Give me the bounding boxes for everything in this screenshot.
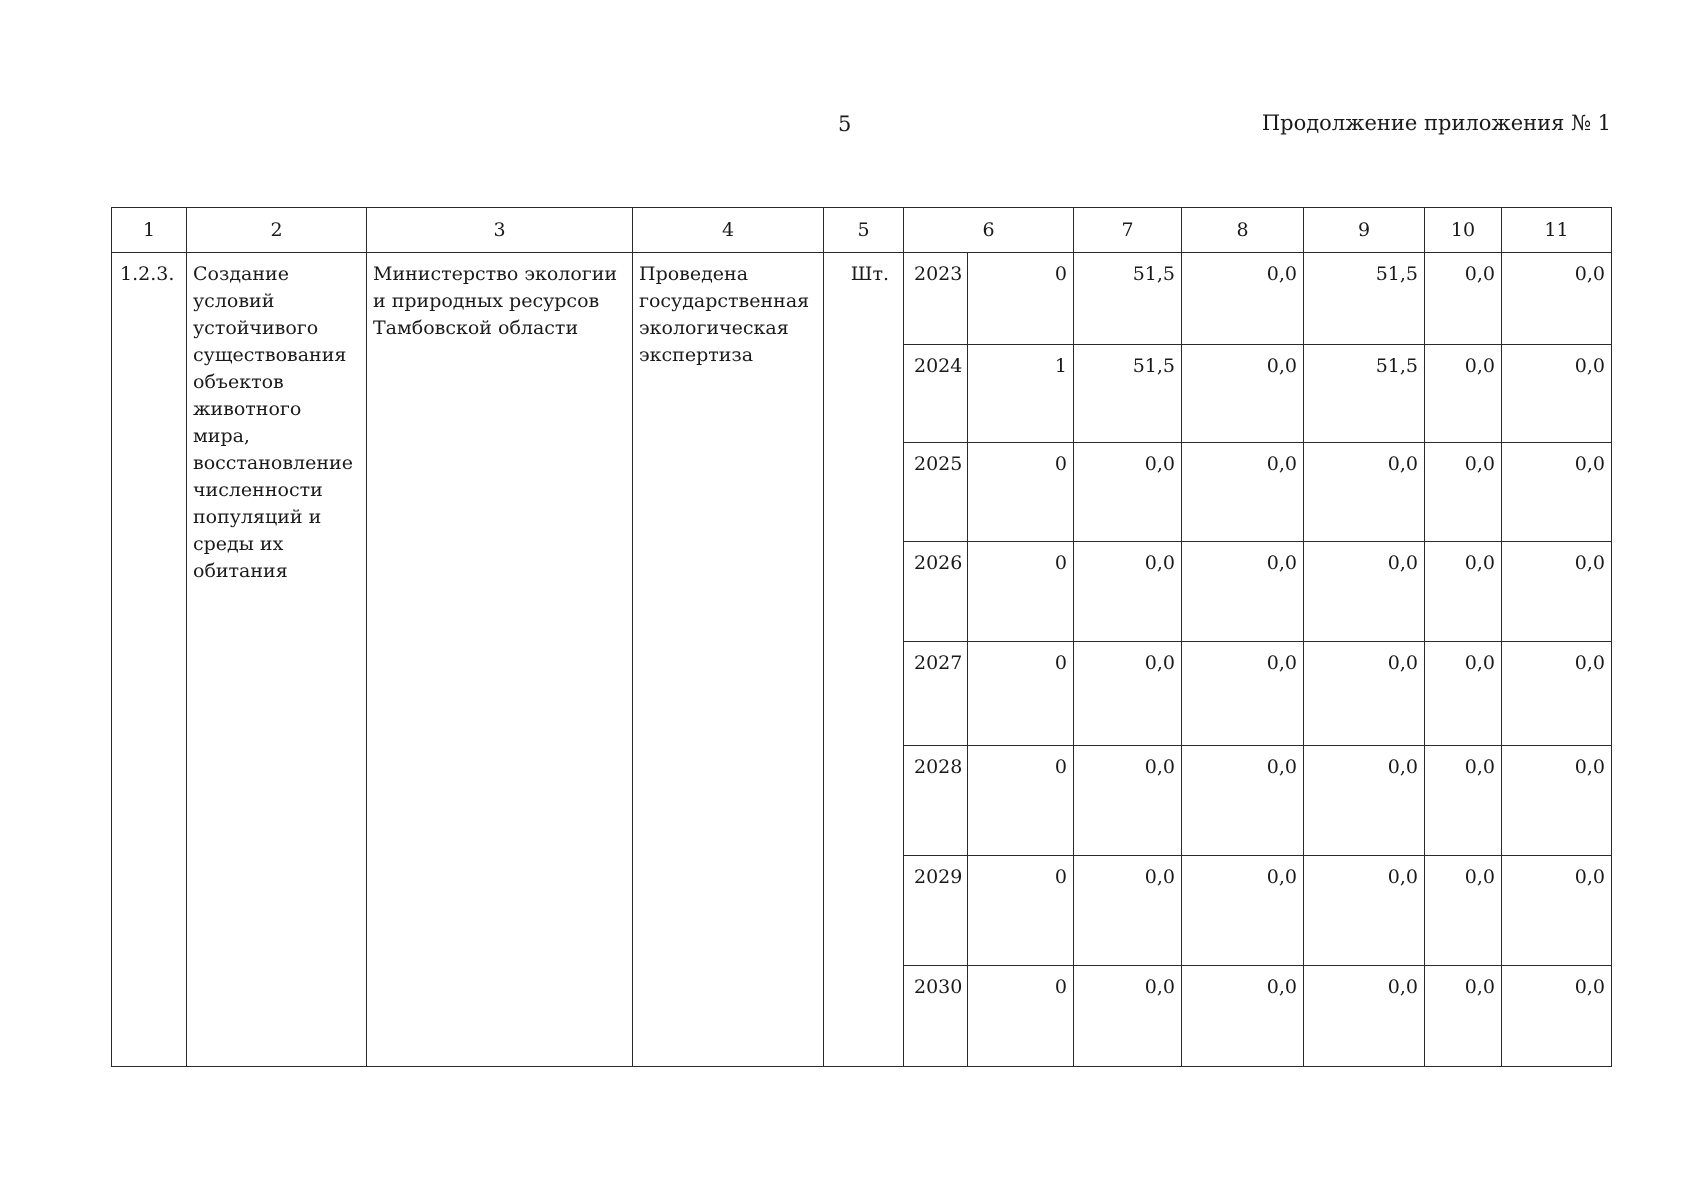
value-cell: 51,5 [1074,253,1182,345]
value-cell: 0,0 [1074,746,1182,856]
year-cell: 2027 [904,642,968,746]
value-cell: 51,5 [1074,345,1182,443]
continuation-title: Продолжение приложения № 1 [1261,111,1611,135]
value-cell: 0,0 [1502,542,1612,642]
value-cell: 0,0 [1074,443,1182,542]
value-cell: 0,0 [1425,345,1502,443]
entry-code: 1.2.3. [112,253,187,1067]
value-cell: 0,0 [1502,856,1612,966]
value-cell: 0,0 [1425,443,1502,542]
value-cell: 0,0 [1502,253,1612,345]
column-number: 6 [904,208,1074,253]
value-cell: 0,0 [1425,642,1502,746]
column-number: 7 [1074,208,1182,253]
value-cell: 0,0 [1502,966,1612,1067]
count-cell: 0 [968,746,1074,856]
value-cell: 0,0 [1074,856,1182,966]
value-cell: 0,0 [1502,642,1612,746]
column-number: 8 [1182,208,1304,253]
value-cell: 0,0 [1304,642,1425,746]
page-number: 5 [838,112,852,136]
value-cell: 51,5 [1304,253,1425,345]
year-cell: 2028 [904,746,968,856]
value-cell: 0,0 [1502,345,1612,443]
column-number: 5 [824,208,904,253]
value-cell: 0,0 [1502,443,1612,542]
year-cell: 2024 [904,345,968,443]
column-number: 9 [1304,208,1425,253]
year-cell: 2026 [904,542,968,642]
value-cell: 0,0 [1304,856,1425,966]
value-cell: 0,0 [1074,642,1182,746]
value-cell: 0,0 [1182,443,1304,542]
program-table [111,207,1612,1067]
count-cell: 0 [968,642,1074,746]
value-cell: 0,0 [1182,966,1304,1067]
entry-executor: Министерство экологии и природных ресурсов Тамбовской области [367,253,633,1067]
column-number: 3 [367,208,633,253]
year-cell: 2029 [904,856,968,966]
value-cell: 0,0 [1304,966,1425,1067]
value-cell: 0,0 [1425,966,1502,1067]
value-cell: 0,0 [1425,856,1502,966]
count-cell: 1 [968,345,1074,443]
value-cell: 0,0 [1182,856,1304,966]
count-cell: 0 [968,966,1074,1067]
entry-result: Проведена государственная экологическая экспертиза [633,253,824,1067]
column-number: 1 [112,208,187,253]
count-cell: 0 [968,443,1074,542]
value-cell: 0,0 [1074,542,1182,642]
column-number: 11 [1502,208,1612,253]
year-cell: 2025 [904,443,968,542]
entry-unit: Шт. [824,253,904,1067]
column-number: 10 [1425,208,1502,253]
value-cell: 51,5 [1304,345,1425,443]
year-cell: 2030 [904,966,968,1067]
value-cell: 0,0 [1425,253,1502,345]
value-cell: 0,0 [1182,746,1304,856]
table-row [112,253,1612,345]
value-cell: 0,0 [1182,253,1304,345]
year-cell: 2023 [904,253,968,345]
value-cell: 0,0 [1182,642,1304,746]
column-number: 4 [633,208,824,253]
count-cell: 0 [968,542,1074,642]
value-cell: 0,0 [1182,542,1304,642]
value-cell: 0,0 [1425,746,1502,856]
value-cell: 0,0 [1182,345,1304,443]
count-cell: 0 [968,253,1074,345]
column-number: 2 [187,208,367,253]
column-number-row [112,208,1612,253]
value-cell: 0,0 [1502,746,1612,856]
value-cell: 0,0 [1304,746,1425,856]
value-cell: 0,0 [1074,966,1182,1067]
value-cell: 0,0 [1304,443,1425,542]
value-cell: 0,0 [1304,542,1425,642]
entry-name: Создание условий устойчивого существования объектов животного мира, восстановление численности популяций и среды их обитания [187,253,367,1067]
value-cell: 0,0 [1425,542,1502,642]
count-cell: 0 [968,856,1074,966]
